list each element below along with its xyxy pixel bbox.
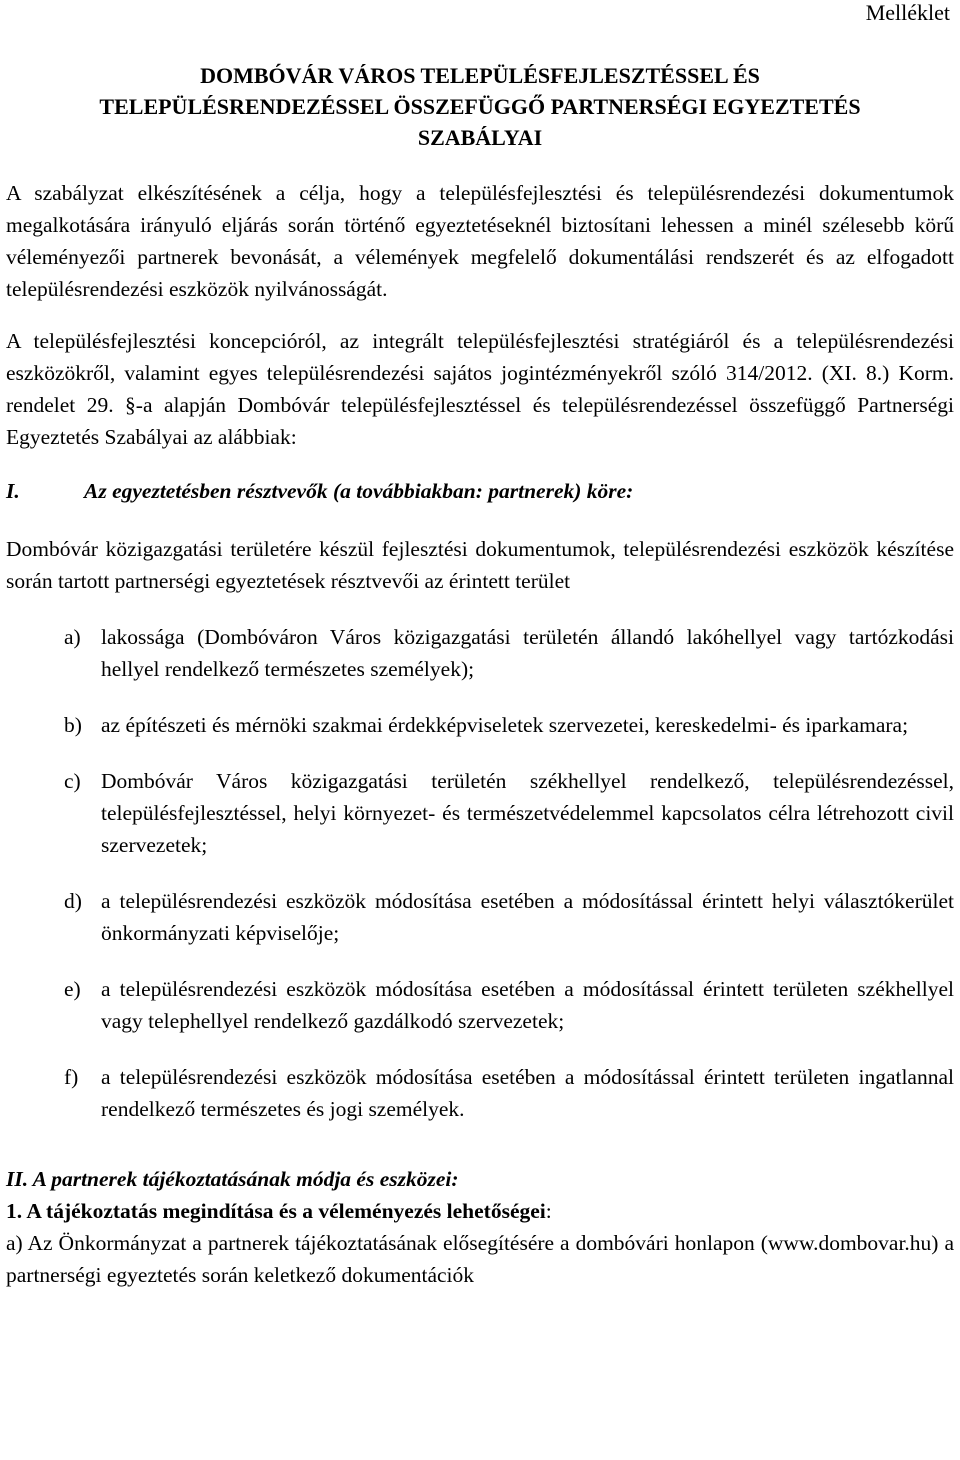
list-item bbox=[6, 973, 954, 1037]
subsection-1-colon: : bbox=[545, 1199, 552, 1223]
section-2-heading: II. A partnerek tájékoztatásának módja és eszközei: bbox=[6, 1167, 459, 1191]
list-item-text: a településrendezési eszközök módosítása esetében a módosítással érintett területen ingatlannal rendelkező természetes és jogi személyek. bbox=[101, 1065, 954, 1121]
section-1-intro: Dombóvár közigazgatási területére készül fejlesztési dokumentumok, településrendezési eszközök készítése során tartott partnerségi egyeztetések résztvevői az érintett terület bbox=[6, 537, 954, 593]
title-line-2: TELEPÜLÉSRENDEZÉSSEL ÖSSZEFÜGGŐ PARTNERSÉGI EGYEZTETÉS bbox=[99, 94, 861, 119]
section-1-title: Az egyeztetésben résztvevők (a továbbiakban: partnerek) köre: bbox=[84, 479, 634, 503]
title-line-1: DOMBÓVÁR VÁROS TELEPÜLÉSFEJLESZTÉSSEL ÉS bbox=[200, 63, 760, 88]
intro-paragraph: A szabályzat elkészítésének a célja, hogy a településfejlesztési és településrendezési dokumentumok megalkotására irányuló eljárás során történő egyeztetéseknél biztosítani lehessen a minél szélesebb körű véleményezői partnerek bevonását, a vélemények megfelelő dokumentálási rendszerét és az elfogadott településrendezési eszközök nyilvánosságát. bbox=[6, 181, 954, 301]
list-item bbox=[6, 765, 954, 861]
list-marker: e) bbox=[64, 977, 81, 1001]
list-item bbox=[6, 709, 954, 741]
list-marker: d) bbox=[64, 889, 82, 913]
list-marker: a) bbox=[64, 625, 81, 649]
section-1-heading bbox=[6, 475, 954, 507]
list-item-text: a településrendezési eszközök módosítása esetében a módosítással érintett területen székhellyel vagy telephellyel rendelkező gazdálkodó szervezetek; bbox=[101, 977, 954, 1033]
section-1-number: I. bbox=[6, 479, 20, 503]
title-line-3: SZABÁLYAI bbox=[417, 125, 543, 150]
list-marker: b) bbox=[64, 713, 82, 737]
subsection-1-title: 1. A tájékoztatás megindítása és a véleményezés lehetőségei bbox=[6, 1199, 546, 1223]
subsection-1-heading bbox=[6, 1195, 954, 1227]
list-item bbox=[6, 885, 954, 949]
partner-list bbox=[6, 621, 954, 1125]
legal-basis-paragraph: A településfejlesztési koncepcióról, az integrált településfejlesztési stratégiáról és a településrendezési eszközökről, valamint egyes településrendezési sajátos jogintézményekről szóló 314/2012. (XI. 8.) Korm. rendelet 29. §-a alapján Dombóvár településfejlesztéssel és településrendezéssel összefüggő Partnerségi Egyeztetés Szabályai az alábbiak: bbox=[6, 329, 954, 449]
list-marker: c) bbox=[64, 769, 81, 793]
document-title bbox=[6, 60, 954, 153]
list-item bbox=[6, 1061, 954, 1125]
annex-label: Melléklet bbox=[865, 0, 950, 25]
list-item-text: lakossága (Dombóváron Város közigazgatási területén állandó lakóhellyel vagy tartózkodási hellyel rendelkező természetes személyek); bbox=[101, 625, 954, 681]
subsection-1-text: a) Az Önkormányzat a partnerek tájékoztatásának elősegítésére a dombóvári honlapon (www.dombovar.hu) a partnerségi egyeztetés során keletkező dokumentációk bbox=[6, 1231, 954, 1287]
list-item bbox=[6, 621, 954, 685]
list-item-text: Dombóvár Város közigazgatási területén székhellyel rendelkező, településrendezéssel, településfejlesztéssel, helyi környezet- és természetvédelemmel kapcsolatos célra létrehozott civil szervezetek; bbox=[101, 769, 954, 857]
list-item-text: a településrendezési eszközök módosítása esetében a módosítással érintett helyi választókerület önkormányzati képviselője; bbox=[101, 889, 954, 945]
list-item-text: az építészeti és mérnöki szakmai érdekképviseletek szervezetei, kereskedelmi- és iparkamara; bbox=[101, 713, 909, 737]
list-marker: f) bbox=[64, 1065, 79, 1089]
document-page bbox=[6, 0, 954, 1291]
